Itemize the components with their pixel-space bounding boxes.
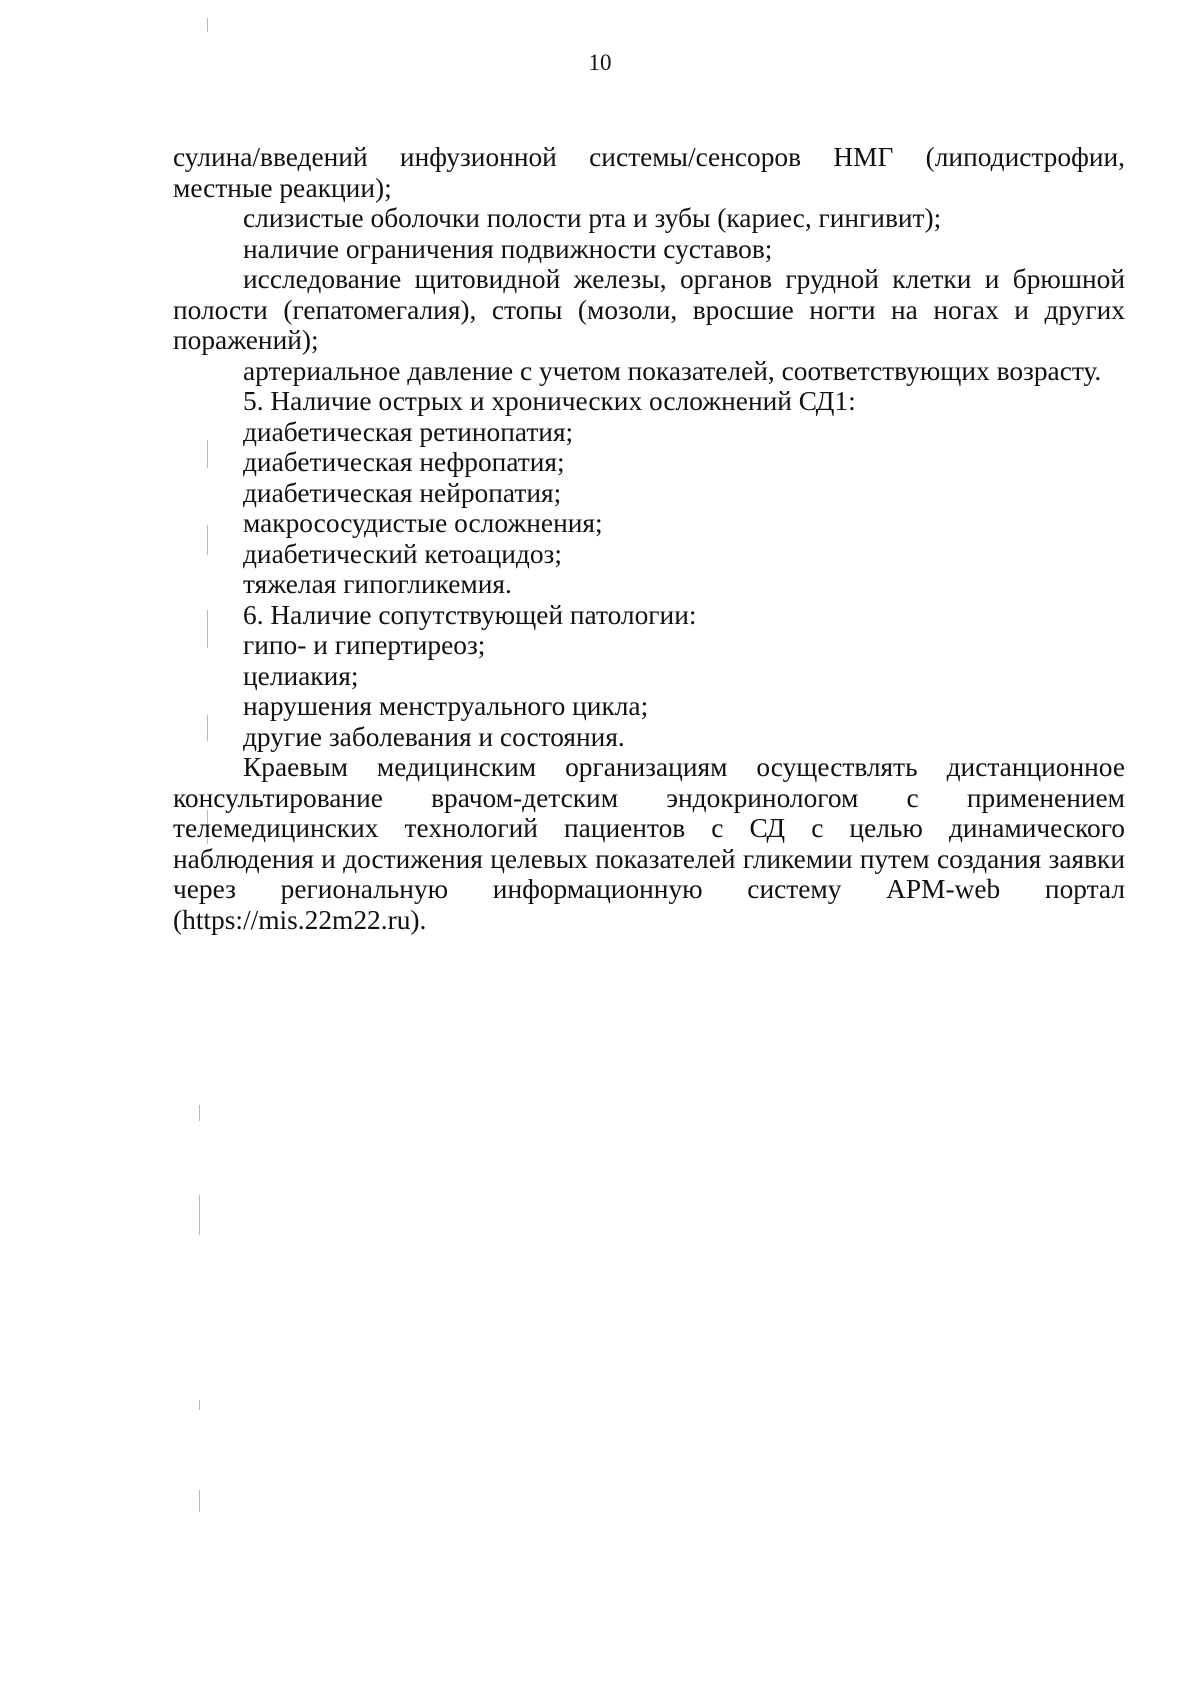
list-item: диабетическая нефропатия; bbox=[243, 447, 565, 477]
list-item: гипо- и гипертиреоз; bbox=[243, 630, 486, 660]
scan-artifact bbox=[199, 1195, 200, 1235]
section-heading: 5. Наличие острых и хронических осложнений СД1: bbox=[243, 386, 856, 416]
scan-artifact bbox=[199, 1105, 200, 1121]
paragraph: исследование щитовидной железы, органов грудной клетки и брюшной полости (гепатомегалия), стопы (мозоли, вросшие ногти на ногах и других поражений); bbox=[173, 264, 1125, 355]
list-item: макрососудистые осложнения; bbox=[243, 508, 603, 538]
list-item: целиакия; bbox=[243, 660, 359, 691]
scan-artifact bbox=[199, 1490, 200, 1512]
paragraph: Краевым медицинским организациям осуществлять дистанционное консультирование врачом-детским эндокринологом с применением телемедицинских технологий пациентов с СД с целью динамического наблюдения и достижения целевых показателей гликемии путем создания заявки через региональную информационную систему АРМ-web портал (https://mis.22m22.ru). bbox=[173, 752, 1125, 935]
list-item: диабетическая ретинопатия; bbox=[243, 416, 574, 447]
section-heading: 6. Наличие сопутствующей патологии: bbox=[243, 599, 697, 630]
paragraph: артериальное давление с учетом показателей, соответствующих возрасту. bbox=[243, 355, 1102, 386]
paragraph: наличие ограничения подвижности суставов; bbox=[243, 233, 773, 264]
list-item: диабетический кетоацидоз; bbox=[243, 538, 562, 569]
document-body bbox=[173, 142, 1125, 935]
list-item: диабетическая нейропатия; bbox=[243, 477, 562, 508]
paragraph: слизистые оболочки полости рта и зубы (кариес, гингивит); bbox=[243, 203, 942, 233]
list-item: тяжелая гипогликемия. bbox=[243, 569, 512, 599]
scan-artifact bbox=[199, 1400, 200, 1410]
paragraph: сулина/введений инфузионной системы/сенсоров НМГ (липодистрофии, местные реакции); bbox=[173, 142, 1125, 203]
page-number: 10 bbox=[588, 50, 612, 75]
list-item: нарушения менструального цикла; bbox=[243, 691, 649, 721]
list-item: другие заболевания и состояния. bbox=[243, 721, 625, 752]
scan-artifact bbox=[207, 18, 208, 32]
